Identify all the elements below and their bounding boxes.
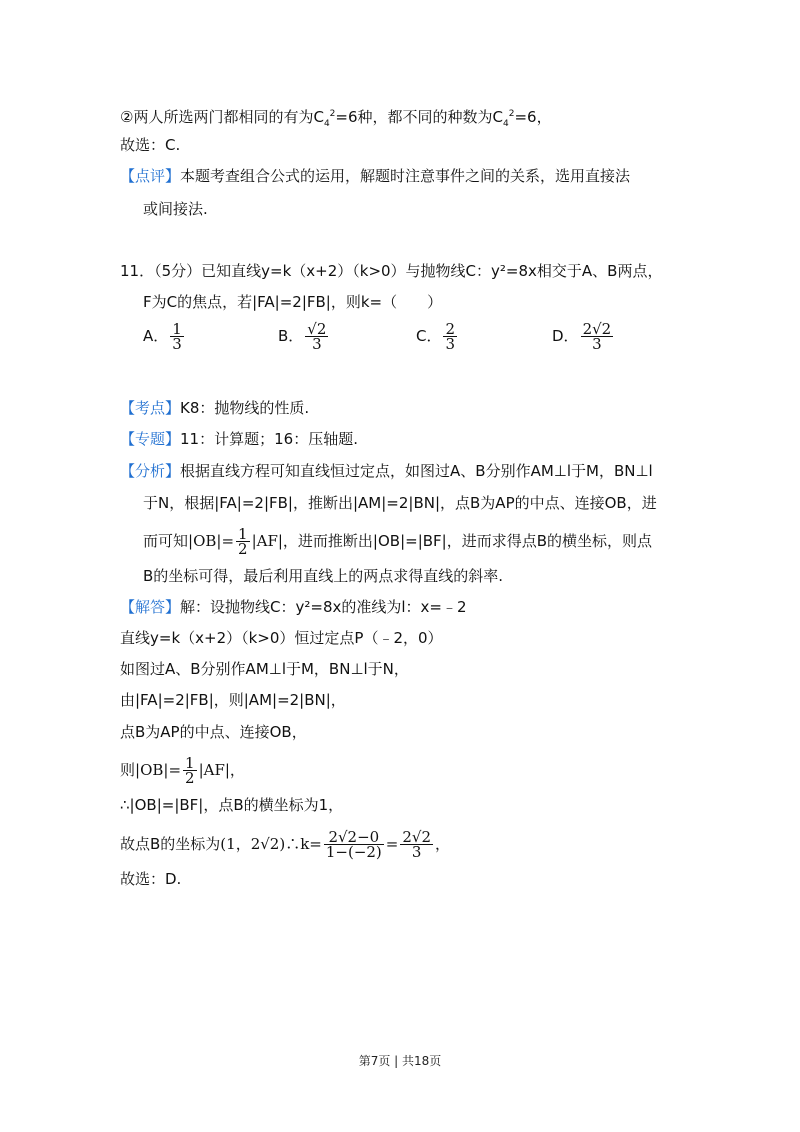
comment-line-2: 或间接法. <box>143 200 208 218</box>
fenxi-tag: 【分析】 <box>120 462 181 480</box>
option-b-fraction: $\frac{√2}{3}$ <box>307 320 327 353</box>
question-stem-2: F为C的焦点，若|FA|=2|FB|，则k=（ ） <box>143 293 443 311</box>
option-c: C． $\frac{2}{3}$ <box>416 320 456 353</box>
option-a: A． $\frac{1}{3}$ <box>143 320 182 353</box>
option-d: D． $\frac{2√2}{3}$ <box>552 320 612 353</box>
solution-line-2: 直线y=k（x+2）（k>0）恒过定点P（﹣2，0） <box>120 629 443 647</box>
option-d-fraction: $\frac{2√2}{3}$ <box>582 320 612 353</box>
option-c-fraction: $\frac{2}{3}$ <box>445 320 456 353</box>
fenxi-line-4: B的坐标可得，最后利用直线上的两点求得直线的斜率. <box>143 567 504 585</box>
jieda-tag: 【解答】 <box>120 598 181 616</box>
comment-line-1: 【点评】本题考查组合公式的运用，解题时注意事件之间的关系，选用直接法 <box>120 167 631 185</box>
kaodian-tag: 【考点】 <box>120 399 181 417</box>
jieda-line-1: 【解答】解：设抛物线C：y²=8x的准线为l：x=﹣2 <box>120 598 467 616</box>
page-footer: 第7页 | 共18页 <box>358 1054 442 1068</box>
solution-line-5: 点B为AP的中点、连接OB， <box>120 723 307 741</box>
kaodian-line: 【考点】K8：抛物线的性质. <box>120 399 310 417</box>
question-stem-1: 11．（5分）已知直线y=k（x+2）（k>0）与抛物线C：y²=8x相交于A、B两点， <box>120 262 663 280</box>
fenxi-line-2: 于N，根据|FA|=2|FB|，推断出|AM|=2|BN|，点B为AP的中点、连接OB，进 <box>143 494 657 512</box>
option-a-fraction: $\frac{1}{3}$ <box>172 320 182 353</box>
zhuanti-line: 【专题】11：计算题；16：压轴题. <box>120 430 358 448</box>
fenxi-line-1: 【分析】根据直线方程可知直线恒过定点，如图过A、B分别作AM⊥l于M，BN⊥l <box>120 462 653 480</box>
solution-line-6: 则|OB|= $\frac{1}{2}$ |AF|， <box>120 754 245 787</box>
prev-answer: 故选：C. <box>120 136 181 154</box>
comment-tag: 【点评】 <box>120 167 181 185</box>
solution-fraction-half: $\frac{1}{2}$ <box>185 754 195 787</box>
final-answer: 故选：D. <box>120 870 182 888</box>
fenxi-line-3: 而可知|OB|= $\frac{1}{2}$ |AF|，进而推断出|OB|=|BF|，进而求得点B的横坐标，则点 <box>143 525 653 558</box>
slope-result-fraction: $\frac{2√2}{3}$ <box>402 828 432 861</box>
fenxi-fraction: $\frac{1}{2}$ <box>238 525 248 558</box>
solution-line-4: 由|FA|=2|FB|，则|AM|=2|BN|， <box>120 691 346 709</box>
zhuanti-tag: 【专题】 <box>120 430 181 448</box>
solution-line-7: ∴|OB|=|BF|，点B的横坐标为1， <box>120 796 344 814</box>
solution-line-3: 如图过A、B分别作AM⊥l于M，BN⊥l于N， <box>120 660 409 678</box>
prev-line-1: ②两人所选两门都相同的有为$C_4^2=6$种，都不同的种数为$C_4^2=6$， <box>120 108 552 129</box>
slope-fraction: $\frac{2√2-0}{1-(-2)}$ <box>325 828 382 861</box>
solution-line-8: 故点B的坐标为(1，2√2)∴k= $\frac{2√2-0}{1-(-2)}$ = $\frac{2√2}{3}$ ， <box>120 828 451 861</box>
option-b: B． $\frac{√2}{3}$ <box>278 320 327 353</box>
